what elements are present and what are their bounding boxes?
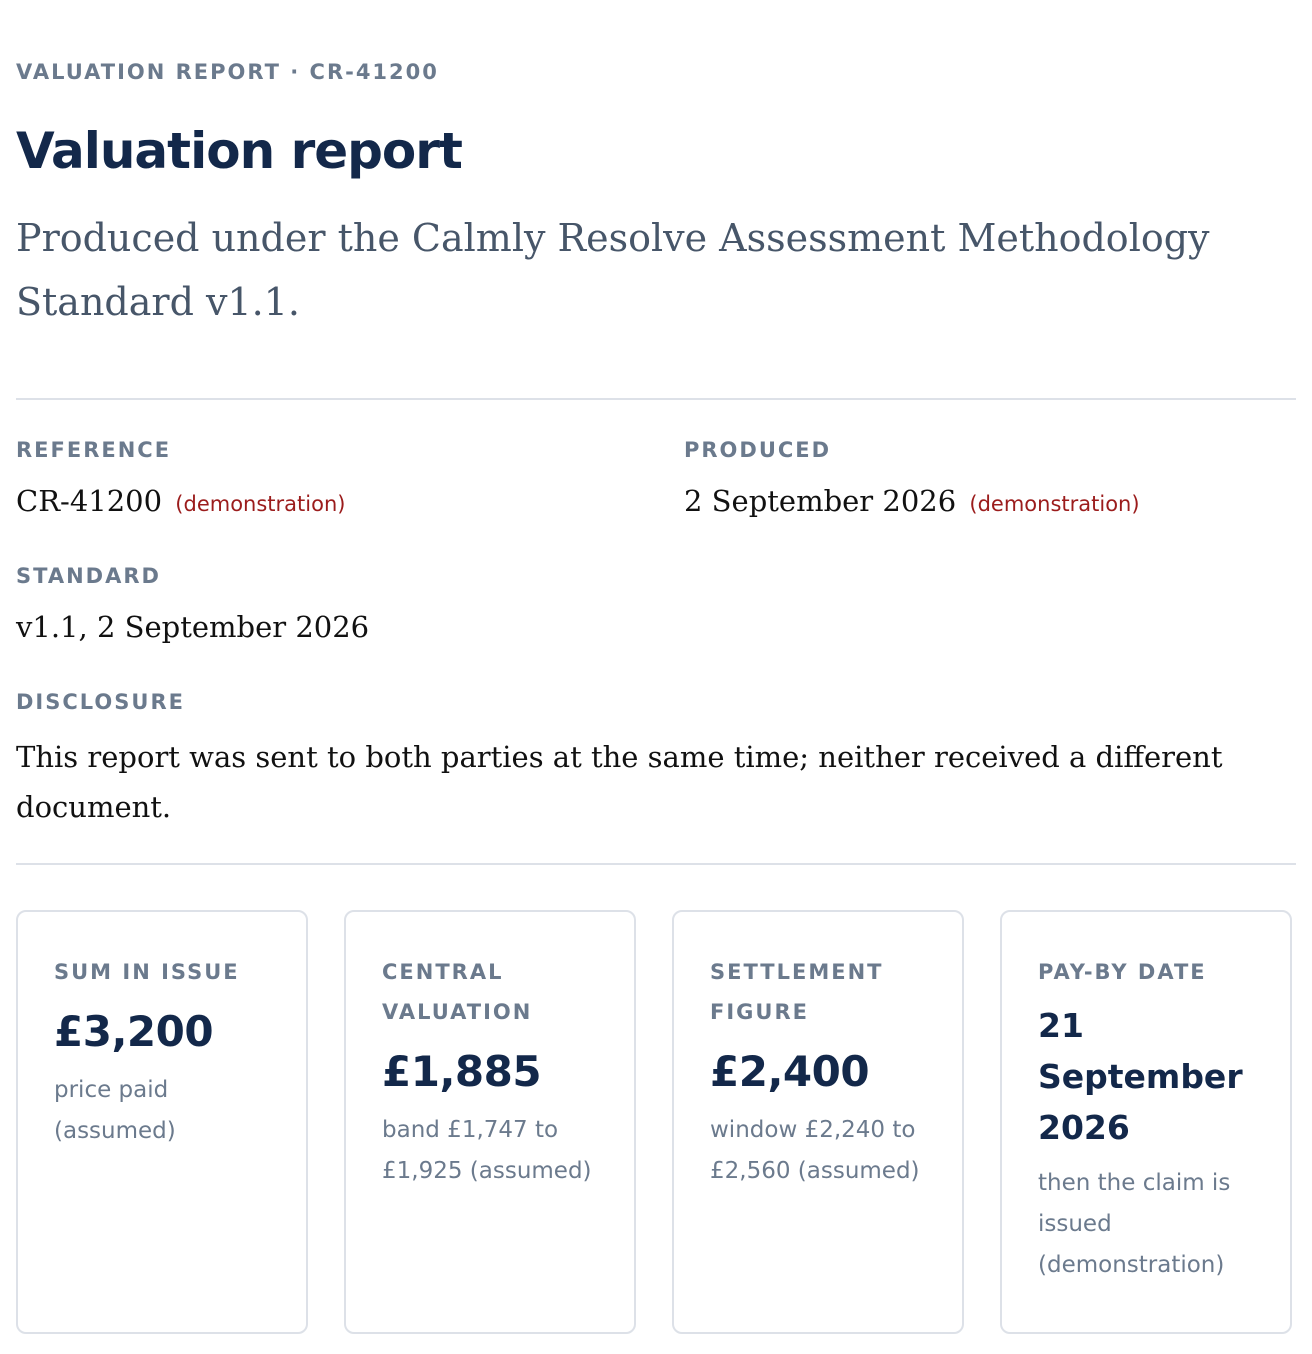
disclosure-label: DISCLOSURE: [16, 690, 185, 714]
card-label: SETTLEMENT FIGURE: [710, 960, 884, 1024]
reference-value: CR-41200: [16, 484, 163, 518]
page-subtitle: Produced under the Calmly Resolve Assessment Methodology Standard v1.1.: [16, 216, 1210, 324]
card-note: band £1,747 to £1,925 (assumed): [382, 1117, 592, 1184]
reference-demonstration-tag: (demonstration): [175, 492, 346, 516]
produced-label: PRODUCED: [684, 438, 832, 462]
card-value: £1,885: [382, 1047, 542, 1096]
reference-label: REFERENCE: [16, 438, 172, 462]
card-note: then the claim is issued (demonstration): [1038, 1170, 1231, 1278]
pay-by-date-card: [1000, 910, 1292, 1334]
page-title: Valuation report: [16, 122, 462, 180]
disclosure-text: This report was sent to both parties at the same time; neither received a different document.: [16, 740, 1223, 824]
card-value: £2,400: [710, 1047, 870, 1096]
card-value: 21 September 2026: [1038, 1006, 1243, 1147]
settlement-figure-card: [672, 910, 964, 1334]
produced-demonstration-tag: (demonstration): [969, 492, 1140, 516]
card-note: window £2,240 to £2,560 (assumed): [710, 1117, 920, 1184]
central-valuation-card: [344, 910, 636, 1334]
divider-bottom: [16, 863, 1296, 865]
divider-top: [16, 398, 1296, 400]
reference-field: [16, 484, 345, 518]
sum-in-issue-card: [16, 910, 308, 1334]
card-label: SUM IN ISSUE: [54, 960, 240, 984]
standard-value: v1.1, 2 September 2026: [16, 610, 370, 644]
card-note: price paid (assumed): [54, 1077, 176, 1144]
report-eyebrow: VALUATION REPORT · CR-41200: [16, 60, 439, 84]
card-label: PAY-BY DATE: [1038, 960, 1207, 984]
card-value: £3,200: [54, 1007, 214, 1056]
card-label: CENTRAL VALUATION: [382, 960, 533, 1024]
produced-field: [684, 484, 1140, 518]
standard-label: STANDARD: [16, 564, 161, 588]
produced-value: 2 September 2026: [684, 484, 957, 518]
